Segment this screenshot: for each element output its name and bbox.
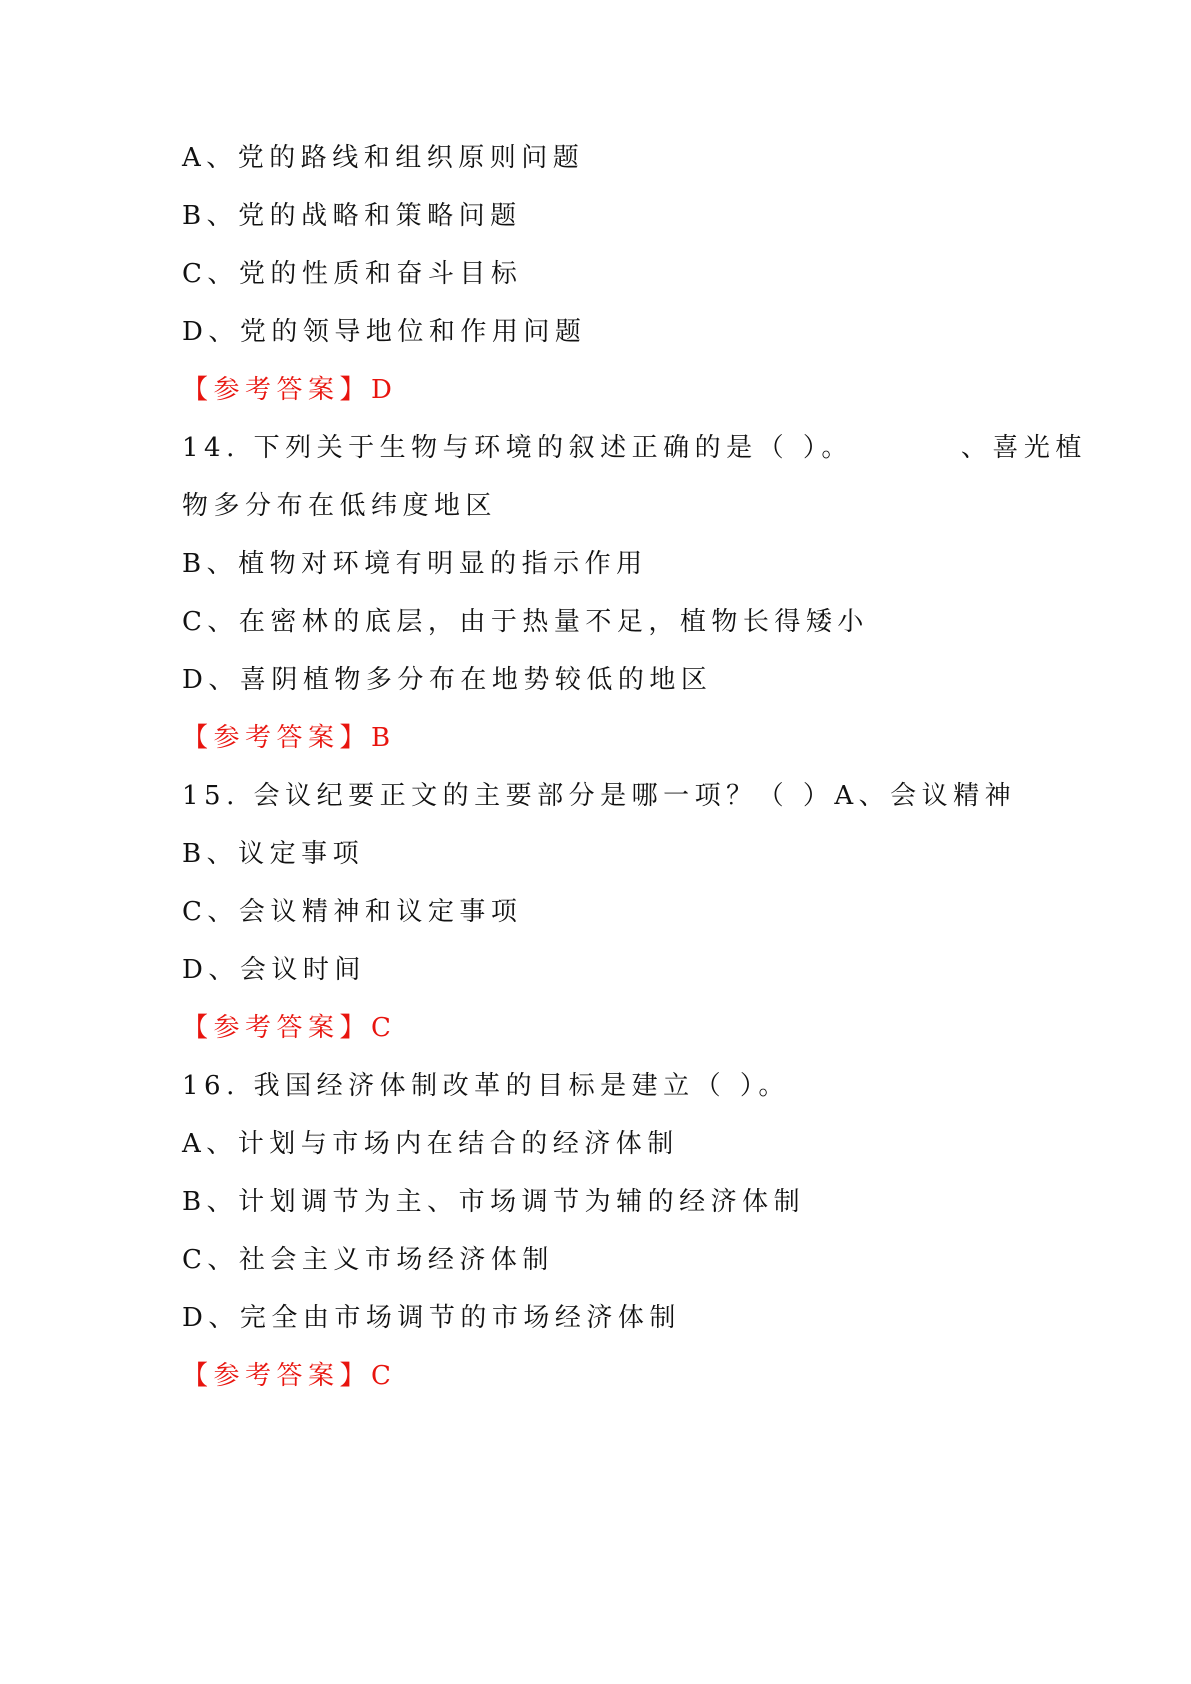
question-line — [182, 428, 1087, 468]
answer-value: C — [371, 1361, 397, 1391]
answer-label: 【参考答案】 — [182, 723, 372, 753]
option-line: D、完全由市场调节的市场经济体制 — [182, 1303, 681, 1333]
question-line: 16. 我国经济体制改革的目标是建立（ ）。 — [182, 1071, 790, 1101]
option-line: D、会议时间 — [182, 955, 366, 985]
option-line: C、党的性质和奋斗目标 — [182, 259, 523, 289]
option-line: C、会议精神和议定事项 — [182, 897, 523, 927]
answer-value: B — [371, 723, 396, 753]
answer-label: 【参考答案】 — [182, 1361, 372, 1391]
option-line: C、在密林的底层，由于热量不足，植物长得矮小 — [182, 607, 869, 637]
option-line: B、植物对环境有明显的指示作用 — [182, 549, 648, 579]
answer-line — [182, 718, 396, 758]
option-line: D、党的领导地位和作用问题 — [182, 317, 587, 347]
answer-value: D — [371, 375, 398, 405]
option-line: D、喜阴植物多分布在地势较低的地区 — [182, 665, 713, 695]
answer-value: C — [371, 1013, 397, 1043]
answer-line — [182, 1008, 396, 1048]
answer-line — [182, 1356, 396, 1396]
option-line: A、党的路线和组织原则问题 — [182, 143, 585, 173]
question-text: 14. 下列关于生物与环境的叙述正确的是（ ）。 — [182, 433, 853, 463]
question-line: 15. 会议纪要正文的主要部分是哪一项？（ ）A、会议精神 — [182, 781, 1017, 811]
answer-label: 【参考答案】 — [182, 1013, 372, 1043]
option-line: B、计划调节为主、市场调节为辅的经济体制 — [182, 1187, 806, 1217]
option-line: B、党的战略和策略问题 — [182, 201, 522, 231]
option-line: A、计划与市场内在结合的经济体制 — [182, 1129, 679, 1159]
option-line: C、社会主义市场经济体制 — [182, 1245, 554, 1275]
question-continuation: 物多分布在低纬度地区 — [182, 491, 498, 521]
option-line: B、议定事项 — [182, 839, 365, 869]
answer-line — [182, 370, 397, 410]
answer-label: 【参考答案】 — [182, 375, 372, 405]
question-tail: 、喜光植 — [960, 433, 1087, 463]
